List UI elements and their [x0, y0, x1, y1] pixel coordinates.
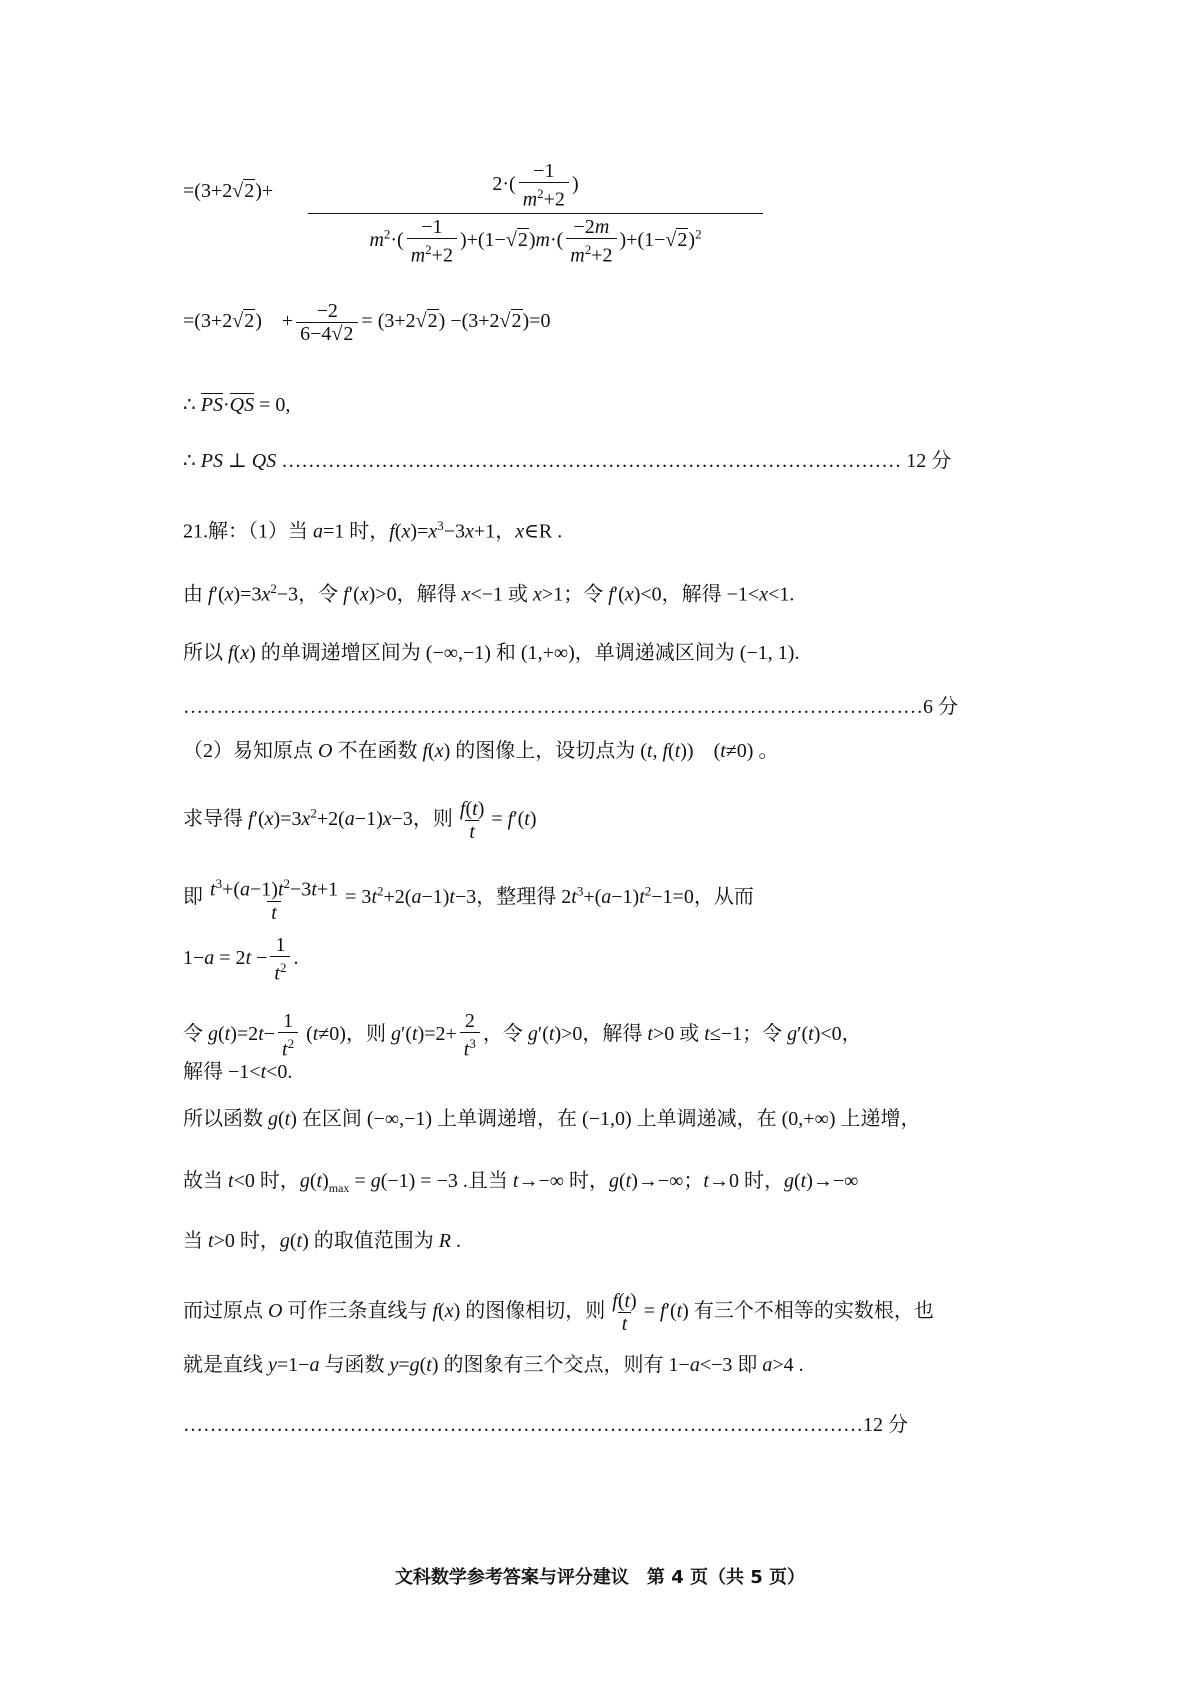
- eq1-fraction: [308, 160, 763, 266]
- q21-ji: 即 $\frac{t^3+(a-1)t^2-3t+1}{t}$ = $3t^2+2(a-1)t-3$，整理得 $2t^3+(a-1)t^2-1=0$，从而: [183, 876, 754, 924]
- q21-eq-1a: 1−a = 2t − $\frac{1}{t^2}$ .: [183, 934, 299, 985]
- q21-let-g: 令 g(t)=2t− $\frac{1}{t^2}$ (t≠0)，则 g′(t)=2+ $\frac{2}{t^3}$ ，令 g′(t)>0，解得 t>0 或 t≤−1；令 g′(t)<0，: [183, 1010, 862, 1061]
- eq1-denominator: $m^2\cdot$( $\frac{-1}{m^2+2}$ )+(1−√ 2)m·( $\frac{-2m}{m^2+2}$ )+(1−√ 2)$^2$: [308, 216, 763, 267]
- q21-derivative: 由 $f'(x)=3x^2-3$，令 f′(x)>0，解得 x<−1 或 x>1；令 f′(x)<0，解得 −1<x<1.: [183, 581, 795, 606]
- score-12-b: 12 分: [863, 1414, 908, 1436]
- q21-tangent: 而过原点 O 可作三条直线与 f(x) 的图像相切，则 $\frac{f(t)}{t}$ = f′(t) 有三个不相等的实数根，也: [183, 1290, 934, 1335]
- q21-max: 故当 t<0 时，$g(t)_{max} = g(-1) = -3$ .且当 t→−∞ 时，g(t)→−∞；t→0 时，g(t)→−∞: [183, 1170, 859, 1195]
- q21-solve-intro: 求导得 $f'(x)=3x^2+2(a-1)x-3$，则 $\frac{f(t)}{t}$ = f′(t): [183, 798, 537, 843]
- eq1-prefix: =(3+2√ 2)+: [183, 178, 273, 204]
- score-12-b-line: …………………………………………………………………………………………12 分: [183, 1414, 908, 1436]
- score-12-a: 12 分: [906, 450, 952, 472]
- q21-range: 当 t>0 时，g(t) 的取值范围为 R .: [183, 1230, 461, 1252]
- q21-conclusion: 就是直线 y=1−a 与函数 y=g(t) 的图象有三个交点，则有 1−a<−3 即 a>4 .: [183, 1354, 804, 1376]
- q21-part2: （2）易知原点 O 不在函数 f(x) 的图像上，设切点为 (t, f(t)) (t≠0) 。: [183, 740, 779, 762]
- perp-line: ∴ PS ⊥ QS ………………………………………………………………………………… 12 分: [183, 450, 952, 472]
- q21-solve-g: 解得 −1<t<0.: [183, 1061, 293, 1083]
- eq2: =(3+2√ 2) + $\frac{-2}{6-4√ 2}$ = (3+2√ 2) −(3+2√ 2)=0: [183, 300, 550, 345]
- dot-product-line: ∴ PS·QS = 0,: [183, 394, 291, 416]
- q21-header: 21.解：（1）当 a=1 时，$f(x)=x^3-3x+1$，x∈R .: [183, 518, 563, 543]
- score-6-line: …………………………………………………………………………………………………6 分: [183, 696, 958, 718]
- eq1-numerator: 2·( $\frac{-1}{m^2+2}$ ): [492, 160, 579, 211]
- score-6: 6 分: [923, 696, 958, 718]
- q21-monotonic: 所以 f(x) 的单调递增区间为 (−∞,−1) 和 (1,+∞)，单调递减区间为 (−1, 1).: [183, 642, 800, 664]
- page-footer: 文科数学参考答案与评分建议 第 4 页（共 5 页）: [394, 1567, 806, 1588]
- q21-mono-g: 所以函数 g(t) 在区间 (−∞,−1) 上单调递增，在 (−1,0) 上单调递减，在 (0,+∞) 上递增，: [183, 1108, 921, 1130]
